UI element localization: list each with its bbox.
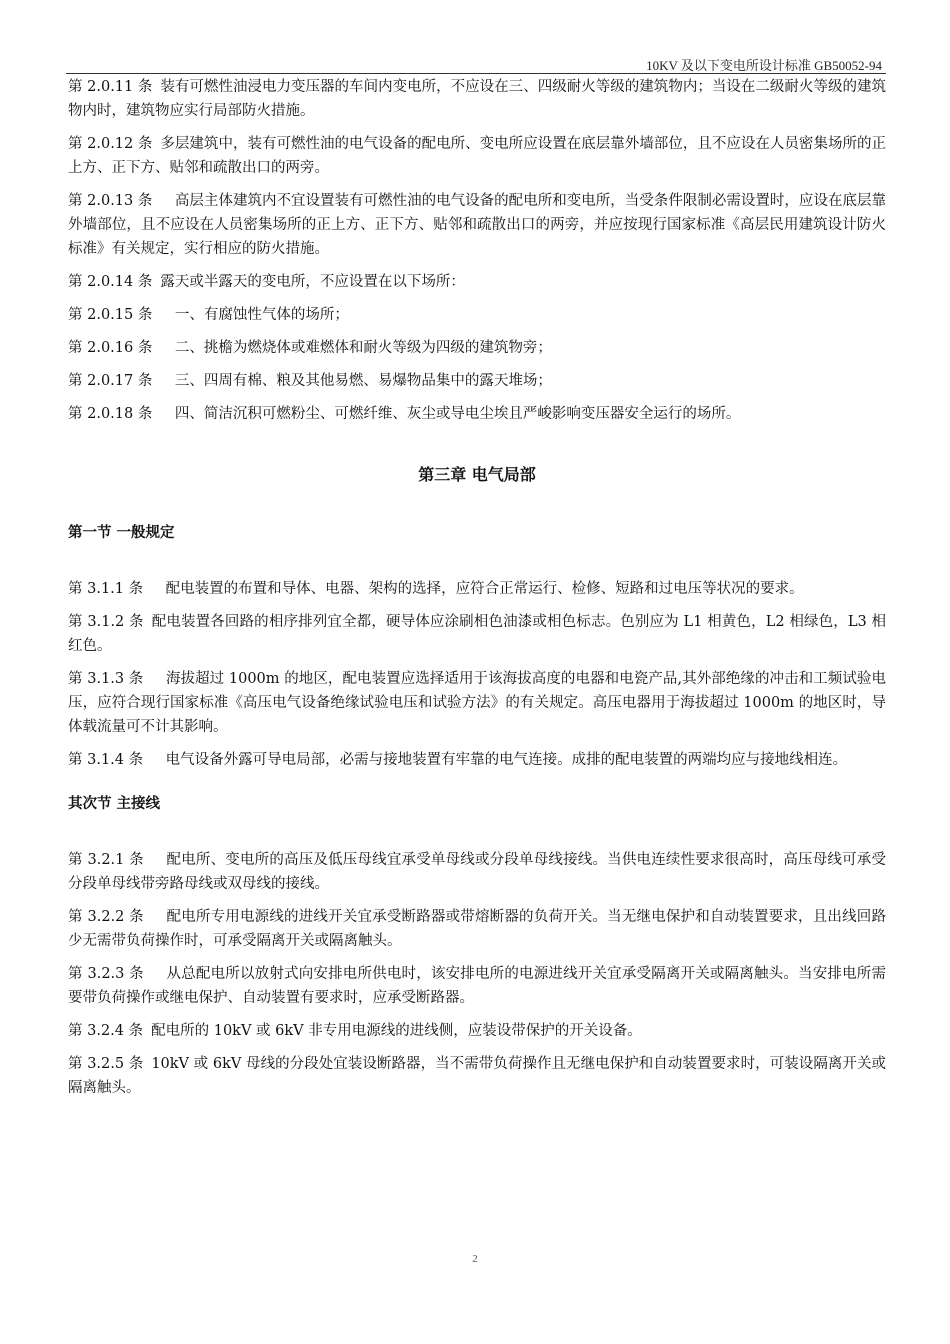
clause-number: 第 3.1.3 条 — [68, 671, 144, 687]
clause-2-0-15 — [68, 303, 886, 327]
chapter-title: 第三章 电气局部 — [418, 465, 536, 484]
section-title-general: 第一节 一般规定 — [68, 525, 175, 541]
clause-2-0-16 — [68, 336, 886, 360]
clause-2-0-12 — [68, 132, 886, 180]
clause-number: 第 2.0.12 条 — [68, 136, 153, 152]
clause-number: 第 2.0.15 条 — [68, 307, 153, 323]
clause-text: 配电装置各回路的相序排列宜全都，硬导体应涂刷相色油漆或相色标志。色别应为 L1 相黄色，L2 相绿色，L3 相红色。 — [68, 614, 886, 654]
clause-text: 三、四周有棉、粮及其他易燃、易爆物品集中的露天堆场； — [160, 373, 552, 389]
clause-3-1-4 — [68, 748, 886, 772]
clause-2-0-14 — [68, 270, 886, 294]
clause-3-2-1 — [68, 848, 886, 896]
clause-3-2-3 — [68, 962, 886, 1010]
clause-text: 电气设备外露可导电局部，必需与接地装置有牢靠的电气连接。成排的配电装置的两端均应与接地线相连。 — [151, 752, 848, 768]
running-header: 10KV 及以下变电所设计标准 GB50052-94 — [646, 58, 882, 73]
clause-text: 海拔超过 1000m 的地区，配电装置应选择适用于该海拔高度的电器和电瓷产品,其外部绝缘的冲击和工频试验电压，应符合现行国家标准《高压电气设备绝缘试验电压和试验方法》的有关规定。高压电器用于海拔超过 1000m 的地区时，导体载流量可不计其影响。 — [68, 671, 886, 735]
clause-text: 露天或半露天的变电所，不应设置在以下场所： — [160, 274, 465, 290]
clause-text: 装有可燃性油浸电力变压器的车间内变电所，不应设在三、四级耐火等级的建筑物内；当设在二级耐火等级的建筑物内时，建筑物应实行局部防火措施。 — [68, 79, 886, 119]
clause-number: 第 3.1.4 条 — [68, 752, 144, 768]
clause-text: 配电所的 10kV 或 6kV 非专用电源线的进线侧，应装设带保护的开关设备。 — [151, 1023, 642, 1039]
header-rule — [66, 73, 886, 74]
clause-text: 二、挑檐为燃烧体或难燃体和耐火等级为四级的建筑物旁； — [160, 340, 552, 356]
clause-number: 第 3.2.3 条 — [68, 966, 144, 982]
clause-2-0-11 — [68, 75, 886, 123]
clause-number: 第 2.0.14 条 — [68, 274, 153, 290]
clause-text: 多层建筑中，装有可燃性油的电气设备的配电所、变电所应设置在底层靠外墙部位，且不应设在人员密集场所的正上方、正下方、贴邻和疏散出口的两旁。 — [68, 136, 886, 176]
page-number: 2 — [472, 1253, 478, 1265]
clause-text: 10kV 或 6kV 母线的分段处宜装设断路器，当不需带负荷操作且无继电保护和自动装置要求时，可装设隔离开关或隔离触头。 — [68, 1056, 887, 1096]
clause-text: 四、简洁沉积可燃粉尘、可燃纤维、灰尘或导电尘埃且严峻影响变压器安全运行的场所。 — [160, 406, 741, 422]
clause-number: 第 2.0.11 条 — [68, 79, 153, 95]
clause-number: 第 3.2.2 条 — [68, 909, 144, 925]
section-title-main-wiring: 其次节 主接线 — [68, 796, 161, 812]
clause-number: 第 3.2.4 条 — [68, 1023, 144, 1039]
clause-number: 第 2.0.16 条 — [68, 340, 153, 356]
clause-number: 第 3.2.1 条 — [68, 852, 144, 868]
clause-number: 第 2.0.13 条 — [68, 193, 153, 209]
document-body — [68, 75, 886, 1109]
clause-3-1-3 — [68, 667, 886, 739]
clause-3-2-2 — [68, 905, 886, 953]
clause-text: 配电装置的布置和导体、电器、架构的选择，应符合正常运行、检修、短路和过电压等状况的要求。 — [151, 581, 804, 597]
clause-number: 第 2.0.17 条 — [68, 373, 153, 389]
clause-3-2-5 — [68, 1052, 886, 1100]
clause-number: 第 2.0.18 条 — [68, 406, 153, 422]
clause-3-2-4 — [68, 1019, 886, 1043]
clause-number: 第 3.1.2 条 — [68, 614, 144, 630]
clause-2-0-17 — [68, 369, 886, 393]
clause-number: 第 3.1.1 条 — [68, 581, 144, 597]
clause-2-0-13 — [68, 189, 886, 261]
clause-text: 配电所专用电源线的进线开关宜承受断路器或带熔断器的负荷开关。当无继电保护和自动装置要求，且出线回路少无需带负荷操作时，可承受隔离开关或隔离触头。 — [68, 909, 886, 949]
clause-text: 高层主体建筑内不宜设置装有可燃性油的电气设备的配电所和变电所，当受条件限制必需设置时，应设在底层靠外墙部位，且不应设在人员密集场所的正上方、正下方、贴邻和疏散出口的两旁，并应按现行国家标准《高层民用建筑设计防火标准》有关规定，实行相应的防火措施。 — [68, 193, 886, 257]
clause-3-1-1 — [68, 577, 886, 601]
clause-text: 一、有腐蚀性气体的场所； — [160, 307, 349, 323]
clause-number: 第 3.2.5 条 — [68, 1056, 144, 1072]
clause-text: 从总配电所以放射式向安排电所供电时，该安排电所的电源进线开关宜承受隔离开关或隔离触头。当安排电所需要带负荷操作或继电保护、自动装置有要求时，应承受断路器。 — [68, 966, 886, 1006]
clause-3-1-2 — [68, 610, 886, 658]
clause-2-0-18 — [68, 402, 886, 426]
clause-text: 配电所、变电所的高压及低压母线宜承受单母线或分段单母线接线。当供电连续性要求很高时，高压母线可承受分段单母线带旁路母线或双母线的接线。 — [68, 852, 886, 892]
